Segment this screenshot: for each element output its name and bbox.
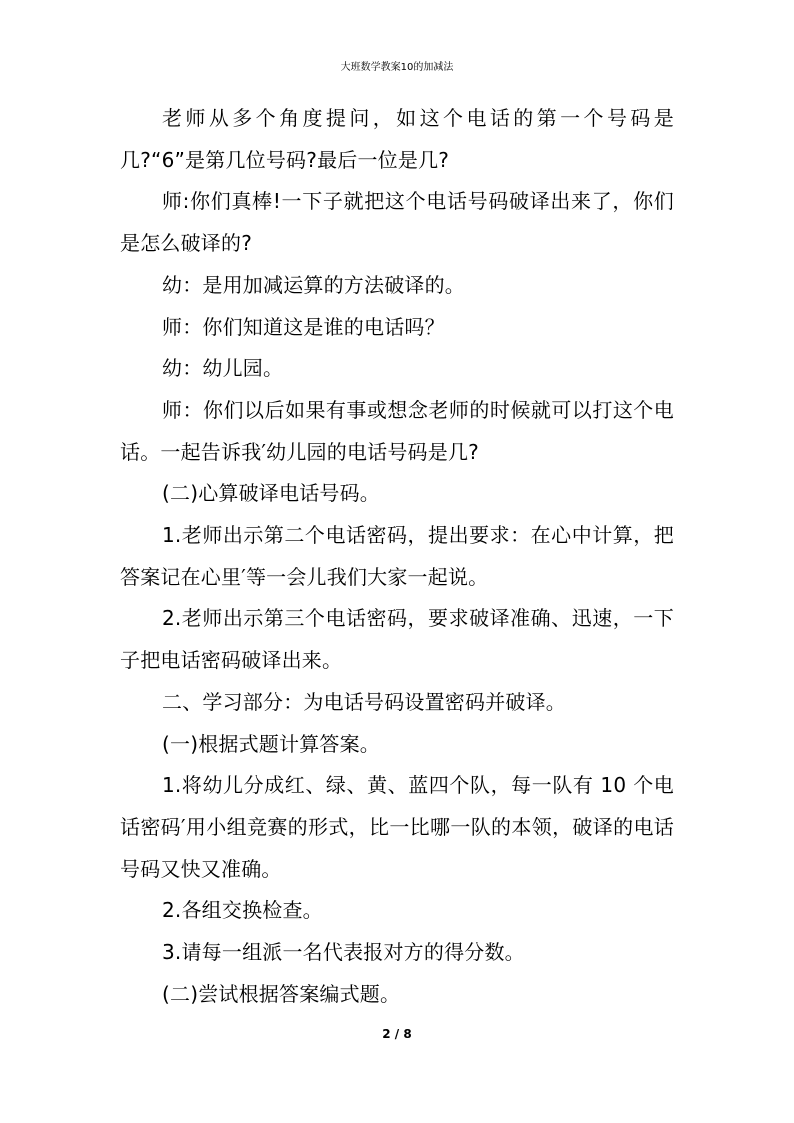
paragraph-15: (二)尝试根据答案编式题。 (162, 981, 401, 1006)
page-header-title: 大班数学教案10的加减法 (340, 62, 454, 73)
paragraph-11: (一)根据式题计算答案。 (162, 731, 381, 756)
paragraph-12: 1.将幼儿分成红、绿、黄、蓝四个队，每一队有 10 个电话密码′用小组竞赛的形式，比一比哪一队的本领，破译的电话号码又快又准确。 (120, 773, 674, 881)
header-divider (120, 80, 674, 81)
page-number: 2 / 8 (382, 1027, 412, 1041)
paragraph-5: 幼：幼儿园。 (162, 356, 284, 381)
paragraph-13: 2.各组交换检查。 (162, 898, 323, 923)
paragraph-9: 2.老师出示第三个电话密码，要求破译准确、迅速，一下子把电话密码破译出来。 (120, 606, 674, 673)
document-body (120, 98, 674, 1015)
paragraph-14: 3.请每一组派一名代表报对方的得分数。 (162, 940, 525, 965)
paragraph-2: 师:你们真棒!一下子就把这个电话号码破译出来了，你们是怎么破译的? (120, 189, 674, 256)
paragraph-1: 老师从多个角度提问，如这个电话的第一个号码是几?“6”是第几位号码?最后一位是几? (120, 106, 674, 172)
paragraph-6: 师：你们以后如果有事或想念老师的时候就可以打这个电话。一起告诉我′幼儿园的电话号码是几? (120, 397, 674, 464)
paragraph-10: 二、学习部分：为电话号码设置密码并破译。 (162, 689, 566, 714)
paragraph-4: 师：你们知道这是谁的电话吗？ (162, 314, 445, 339)
paragraph-3: 幼：是用加减运算的方法破译的。 (162, 272, 465, 297)
paragraph-7: (二)心算破译电话号码。 (162, 481, 381, 506)
paragraph-8: 1.老师出示第二个电话密码，提出要求：在心中计算，把答案记在心里′等一会儿我们大家一起说。 (120, 523, 674, 589)
